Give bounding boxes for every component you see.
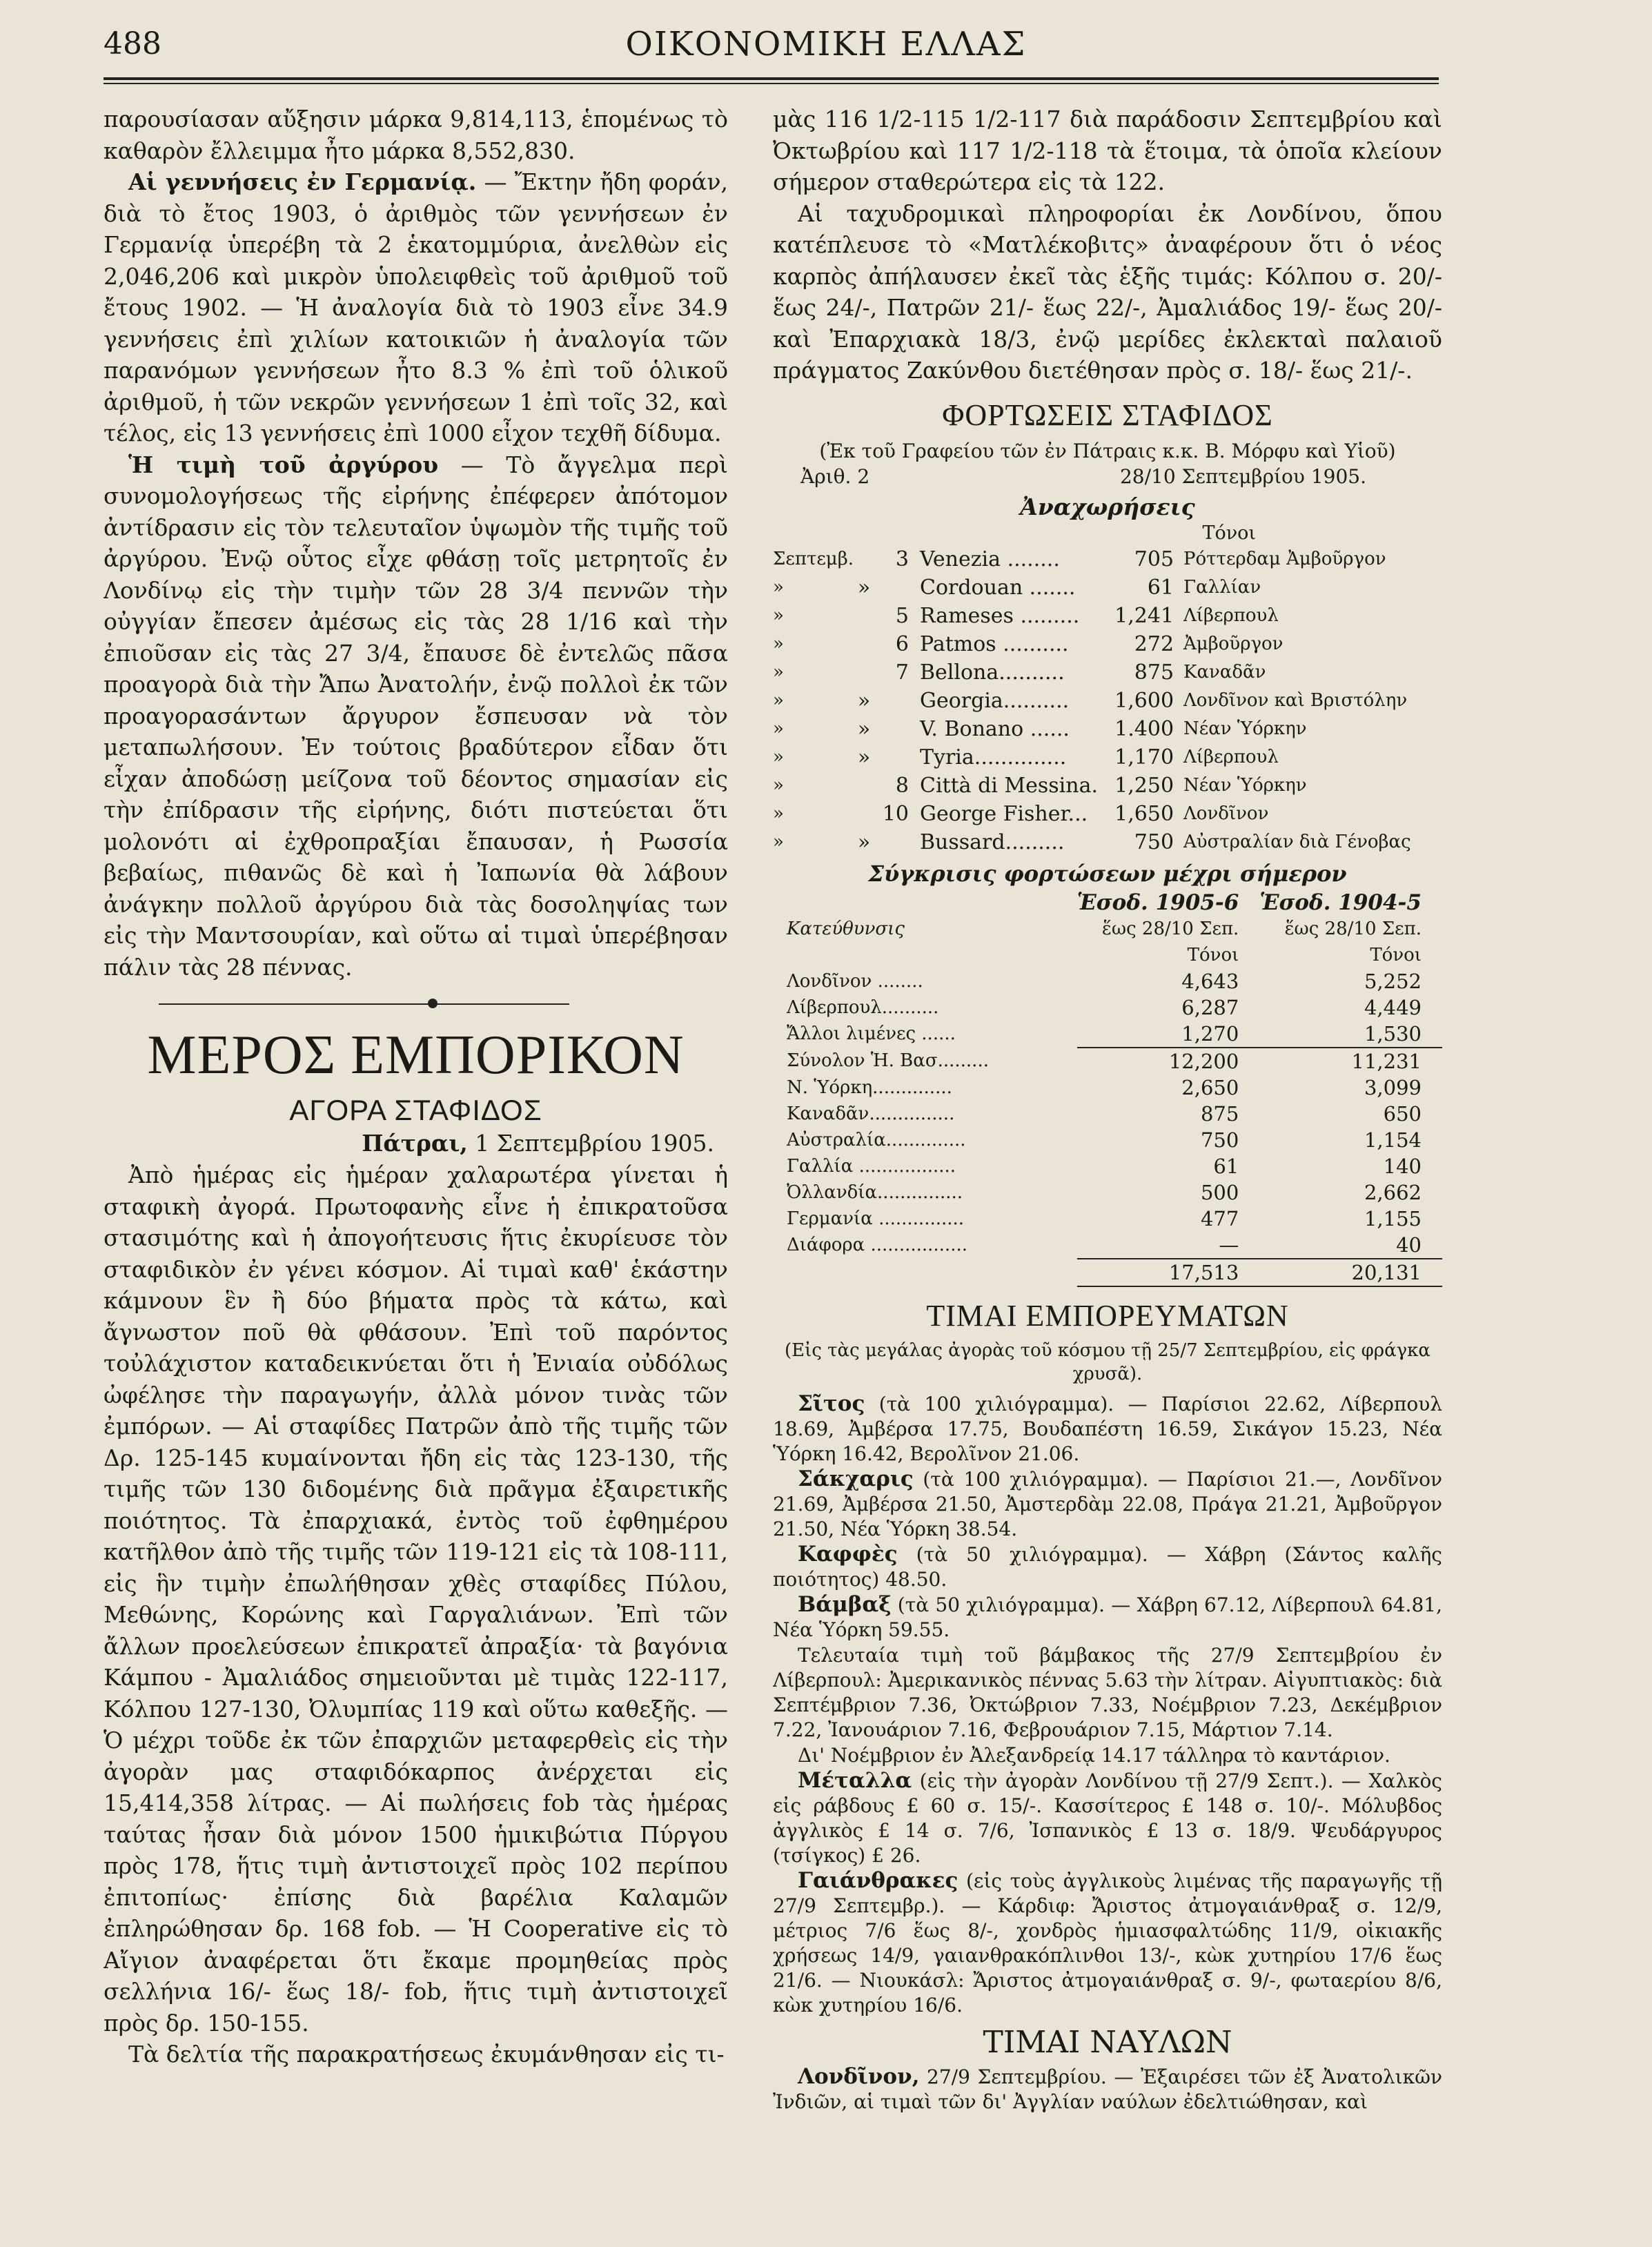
- price-commodity: Σῖτος: [798, 1391, 865, 1416]
- departure-ditto: »: [857, 830, 871, 854]
- departure-vessel: Patmos ..........: [920, 631, 1069, 656]
- departure-row: [773, 687, 1442, 715]
- intro-paragraph: παρουσίασαν αὔξησιν μάρκα 9,814,113, ἑπομένως τὸ καθαρὸν ἔλλειμμα ἦτο μάρκα 8,552,830.: [104, 106, 728, 164]
- departure-tons: 1,650: [1114, 801, 1174, 826]
- departure-destination: Λονδῖνον καὶ Βριστόλην: [1183, 689, 1408, 711]
- comparison-destination: Γαλλία .................: [787, 1155, 956, 1177]
- departure-destination: Νέαν Ὑόρκην: [1183, 718, 1307, 739]
- price-text: (τὰ 50 χιλιόγραμμα). — Χάβρη (Σάντος καλῆς ποιότητος) 48.50.: [773, 1542, 1442, 1591]
- comparison-value-b: 40: [1396, 1233, 1422, 1257]
- departure-month: »: [773, 803, 784, 824]
- departure-row: [773, 545, 1442, 573]
- freight-text: 27/9 Σεπτεμβρίου. — Ἐξαιρέσει τῶν ἐξ Ἀνατολικῶν Ἰνδιῶν, αἱ τιμαὶ τῶν δι' Ἀγγλίαν ναύλων ἐδελτιώθησαν, καὶ: [773, 2065, 1442, 2113]
- departure-row: [773, 828, 1442, 856]
- direction-label: Κατεύθυνσις: [787, 918, 905, 939]
- comparison-value-b: 1,154: [1364, 1128, 1422, 1152]
- comparison-destination: Καναδᾶν...............: [787, 1103, 955, 1124]
- prices-title: ΤΙΜΑΙ ΕΜΠΟΡΕΥΜΑΤΩΝ: [926, 1298, 1289, 1333]
- comparison-subtotal: [773, 1048, 1442, 1075]
- shipments-source: (Ἐκ τοῦ Γραφείου τῶν ἐν Πάτραις κ.κ. Β. Μόρφυ καὶ Υἱοῦ): [819, 439, 1396, 462]
- price-entry: [773, 1592, 1442, 1642]
- departure-month: »: [773, 831, 784, 852]
- price-entry: [773, 1868, 1442, 2018]
- comparison-destination: Ν. Ὑόρκη..............: [787, 1077, 952, 1098]
- departure-vessel: Bellona..........: [920, 660, 1065, 685]
- departure-month: »: [773, 661, 784, 683]
- price-commodity: Γαιάνθρακες: [798, 1867, 958, 1893]
- price-commodity: Μέταλλα: [798, 1767, 912, 1793]
- comparison-value-a: 477: [1200, 1206, 1239, 1230]
- departure-destination: Λίβερπουλ: [1183, 746, 1279, 767]
- departure-ditto: [854, 545, 874, 573]
- comparison-destination: Ἄλλοι λιμένες ......: [787, 1023, 956, 1044]
- tons-unit-label: Τόνοι: [1202, 522, 1256, 544]
- silver-paragraph: [104, 449, 728, 983]
- comparison-value-b: 1,155: [1364, 1206, 1422, 1230]
- departure-ditto: »: [857, 688, 871, 713]
- freight-title: ΤΙΜΑΙ ΝΑΥΛΩΝ: [983, 2024, 1232, 2060]
- departure-month: Σεπτεμβ.: [773, 548, 854, 569]
- departure-vessel: Città di Messina.: [920, 773, 1099, 798]
- section-separator: [104, 988, 728, 1020]
- comparison-table: [773, 890, 1442, 1287]
- price-commodity: Καφφὲς: [798, 1541, 898, 1567]
- freight-paragraph: [773, 2064, 1442, 2114]
- departure-destination: Καναδᾶν: [1183, 661, 1266, 683]
- price-text: Τελευταία τιμὴ τοῦ βάμβακος τῆς 27/9 Σεπτεμβρίου ἐν Λίβερπουλ: Ἀμερικανικὸς πέννας 5.63 τὴν λίτραν. Αἰγυπτιακὸς: διὰ Σεπτέμβριον 7.36, Ὀκτώβριον 7.33, Νοέμβριον 7.23, Δεκέμβριον 7.22, Ἰανουάριον 7.16, Φεβρουάριον 7.15, Μάρτιον 7.14.: [773, 1643, 1442, 1741]
- shipments-number: Ἀριθ. 2: [800, 464, 870, 488]
- comparison-value-b: 1,530: [1364, 1021, 1422, 1046]
- price-commodity: Βάμβαξ: [798, 1591, 892, 1617]
- market-title: ΑΓΟΡΑ ΣΤΑΦΙΔΟΣ: [289, 1094, 542, 1126]
- comparison-row: [773, 994, 1442, 1021]
- departure-row: [773, 772, 1442, 800]
- departure-month: »: [773, 689, 784, 711]
- departure-tons: 272: [1134, 631, 1174, 656]
- comparison-row: [773, 968, 1442, 994]
- comparison-destination: [773, 1259, 1077, 1286]
- dateline-date: 1 Σεπτεμβρίου 1905.: [475, 1130, 714, 1157]
- departure-vessel: Georgia..........: [920, 688, 1070, 713]
- departure-ditto: »: [857, 575, 871, 600]
- freight-heading: Λονδῖνον,: [798, 2063, 920, 2089]
- comparison-value-b: 3,099: [1364, 1075, 1422, 1099]
- departure-day: [874, 828, 920, 856]
- comparison-value-b: 4,449: [1364, 995, 1422, 1019]
- departure-row: [773, 573, 1442, 602]
- births-paragraph: [104, 166, 728, 449]
- departure-day: [874, 743, 920, 772]
- comparison-destination: Διάφορα .................: [787, 1235, 967, 1255]
- market-paragraph: Ἀπὸ ἡμέρας εἰς ἡμέραν χαλαρωτέρα γίνεται ἡ σταφικὴ ἀγορά. Πρωτοφανὴς εἶνε ἡ ἐπικρατοῦσα στασιμότης καὶ ἡ ἀπογοήτευσις ἥτις ἐκυρίευσε τὸν σταφιδικὸν ἐν γένει κόσμον. Αἱ τιμαὶ καθ' ἑκάστην κάμνουν ἓν ἢ δύο βήματα πρὸς τὰ κάτω, καὶ ἄγνωστον ποῦ θὰ φθάσουν. Ἐπὶ τοῦ παρόντος τοὐλάχιστον καταδεικνύεται ὅτι ἡ Ἐνιαία οὐδόλως ὠφέλησε τὴν παραγωγήν, ἀλλὰ μόνον τινὰς τῶν ἐμπόρων. — Αἱ σταφίδες Πατρῶν ἀπὸ τῆς τιμῆς τῶν Δρ. 125-145 κυμαίνονται ἤδη εἰς τὰς 123-130, τῆς τιμῆς τῶν 130 διδομένης διὰ πρᾶγμα ἐξαιρετικῆς ποιότητος. Τὰ ἐπαρχιακά, ἐντὸς τοῦ ἐφθημέρου κατῆλθον ἀπὸ τῆς τιμῆς τῶν 119-121 εἰς τὰ 108-111, εἰς ἣν τιμὴν ἐπωλήθησαν χθὲς σταφίδες Πύλου, Μεθώνης, Κορώνης καὶ Γαργαλιάνων. Ἐπὶ τῶν ἄλλων προελεύσεων ἐπικρατεῖ ἀπραξία· τὰ βαγόνια Κάμπου - Ἀμαλιάδος σημειοῦνται μὲ τιμὰς 122-117, Κόλπου 127-130, Ὀλυμπίας 119 καὶ οὕτω καθεξῆς. — Ὁ μέχρι τοῦδε ἐκ τῶν ἐπαρχιῶν μεταφερθεὶς εἰς τὴν ἀγορὰν μας σταφιδόκαρπος ἀνέρχεται εἰς 15,414,358 λίτρας. — Αἱ πωλήσεις fob τὰς ἡμέρας ταύτας ἦσαν διὰ μόνον 1500 ἡμικιβώτια Πύργου πρὸς 178, ἥτις τιμὴ ἀντιστοιχεῖ πρὸς 102 περίπου ἐπιτοπίως· ἐπίσης διὰ βαρέλια Καλαμῶν ἐπληρώθησαν δρ. 168 fob. — Ἡ Cooperative εἰς τὸ Αἴγιον ἀναφέρεται ὅτι ἔκαμε προμηθείας πρὸς σελλήνια 16/- ἕως 18/- fob, ἥτις τιμὴ ἀντιστοιχεῖ πρὸς δρ. 150-155.: [104, 1161, 728, 2037]
- births-heading: Αἱ γεννήσεις ἐν Γερμανίᾳ.: [128, 168, 477, 195]
- departure-month: »: [773, 605, 784, 626]
- departure-ditto: [854, 602, 874, 630]
- comparison-destination: Λονδῖνον ........: [787, 970, 923, 992]
- comparison-value-a: 2,650: [1181, 1075, 1239, 1099]
- comparison-grand-total: [773, 1259, 1442, 1286]
- departure-destination: Αὐστραλίαν διὰ Γένοβας: [1183, 831, 1411, 852]
- comparison-value-b: 11,231: [1259, 1048, 1442, 1075]
- departure-day: 10: [882, 801, 909, 826]
- until-b-label: ἕως 28/10 Σεπ.: [1284, 918, 1422, 939]
- departure-tons: 1,250: [1114, 773, 1174, 798]
- comparison-destination: Ὀλλανδία...............: [787, 1181, 963, 1203]
- section-title: ΜΕΡΟΣ ΕΜΠΟΡΙΚΟΝ: [147, 1025, 685, 1086]
- price-text: Δι' Νοέμβριον ἐν Ἀλεξανδρείᾳ 14.17 τάλληρα τὸ καντάριον.: [798, 1743, 1390, 1767]
- header-rule: [104, 77, 1439, 80]
- price-commodity: Σάκχαρις: [798, 1466, 914, 1491]
- comparison-title: Σύγκρισις φορτώσεων μέχρι σήμερον: [868, 860, 1347, 887]
- left-column: [104, 104, 728, 2070]
- comparison-row: [773, 1153, 1442, 1179]
- header-rule-thin: [104, 83, 1439, 84]
- departures-title: Ἀναχωρήσεις: [1020, 493, 1195, 520]
- comparison-value-a: 12,200: [1077, 1048, 1260, 1075]
- comparison-value-a: 61: [1213, 1154, 1239, 1178]
- departure-day: 7: [895, 660, 909, 685]
- departure-destination: Λονδῖνον: [1183, 803, 1269, 824]
- departure-tons: 61: [1147, 575, 1174, 600]
- departure-vessel: V. Bonano ......: [920, 716, 1070, 741]
- comparison-row: [773, 1127, 1442, 1153]
- departure-row: [773, 602, 1442, 630]
- price-entry: [773, 1391, 1442, 1466]
- departure-destination: Ρόττερδαμ Ἀμβοῦργον: [1183, 548, 1386, 569]
- departure-tons: 1.400: [1114, 716, 1174, 741]
- departure-ditto: [854, 630, 874, 658]
- departure-tons: 1,241: [1114, 603, 1174, 628]
- births-text: — Ἔκτην ἤδη φοράν, διὰ τὸ ἔτος 1903, ὁ ἀριθμὸς τῶν γεννήσεων ἐν Γερμανίᾳ ὑπερέβη τὰ 2 ἑκατομμύρια, ἀνελθὼν εἰς 2,046,206 καὶ μικρὸν ὑπολειφθεὶς τοῦ ἀριθμοῦ τοῦ ἔτους 1902. — Ἡ ἀναλογία διὰ τὸ 1903 εἶνε 34.9 γεννήσεις ἐπὶ χιλίων κατοικιῶν ἡ ἀναλογία τῶν παρανόμων γεννήσεων ἦτο 8.3 % ἐπὶ τοῦ ὁλικοῦ ἀριθμοῦ, ἡ τῶν νεκρῶν γεννήσεων 1 ἐπὶ τοῖς 32, καὶ τέλος, εἰς 13 γεννήσεις ἐπὶ 1000 εἶχον τεχθῆ δίδυμα.: [104, 168, 728, 447]
- comparison-row: [773, 1232, 1442, 1259]
- price-entry: [773, 1743, 1442, 1768]
- comparison-row: [773, 1179, 1442, 1206]
- departure-month: »: [773, 633, 784, 654]
- price-entry: [773, 1768, 1442, 1868]
- departure-tons: 705: [1134, 547, 1174, 571]
- comparison-value-a: 750: [1200, 1128, 1239, 1152]
- comparison-value-a: —: [1219, 1233, 1239, 1257]
- departure-day: 3: [895, 547, 909, 571]
- comparison-row: [773, 1206, 1442, 1232]
- price-entry: [773, 1542, 1442, 1592]
- price-entry: [773, 1642, 1442, 1743]
- running-title: ΟΙΚΟΝΟΜΙΚΗ ΕΛΛΑΣ: [625, 25, 1027, 63]
- shipments-title: ΦΟΡΤΩΣΕΙΣ ΣΤΑΦΙΔΟΣ: [942, 398, 1273, 432]
- comparison-value-a: 4,643: [1181, 969, 1239, 993]
- departure-day: [874, 687, 920, 715]
- price-text: (εἰς τὴν ἀγορὰν Λονδίνου τῇ 27/9 Σεπτ.). — Χαλκὸς εἰς ράβδους £ 60 σ. 15/-. Κασσίτερος £ 148 σ. 10/-. Μόλυβδος ἀγγλικὸς £ 14 σ. 7/6, Ἰσπανικὸς £ 13 σ. 18/9. Ψευδάργυρος (τσίγκος) £ 26.: [773, 1769, 1442, 1867]
- comparison-value-b: 140: [1383, 1154, 1422, 1178]
- departure-month: »: [773, 718, 784, 739]
- departure-vessel: Bussard.........: [920, 830, 1065, 854]
- market-paragraph-end: Τὰ δελτία τῆς παρακρατήσεως ἐκυμάνθησαν εἰς τι-: [128, 2041, 725, 2068]
- price-text: (τὰ 100 χιλιόγραμμα). — Παρίσιοι 22.62, Λίβερπουλ 18.69, Ἀμβέρσα 17.75, Βουδαπέστη 16.59, Σικάγον 15.23, Νέα Ὑόρκη 16.42, Βερολῖνον 21.06.: [773, 1392, 1442, 1465]
- comparison-header-season: [773, 890, 1442, 916]
- season-a-label: Ἑσοδ. 1905-6: [1076, 890, 1239, 915]
- shipments-date: 28/10 Σεπτεμβρίου 1905.: [1119, 464, 1366, 488]
- comparison-value-b: 20,131: [1259, 1259, 1442, 1286]
- departure-day: [874, 715, 920, 743]
- comparison-destination: Λίβερπουλ..........: [787, 997, 939, 1018]
- comparison-value-b: 2,662: [1364, 1180, 1422, 1204]
- comparison-value-a: 875: [1200, 1101, 1239, 1126]
- departure-ditto: [854, 658, 874, 687]
- departure-row: [773, 658, 1442, 687]
- departure-month: »: [773, 576, 784, 598]
- price-text: (τὰ 50 χιλιόγραμμα). — Χάβρη 67.12, Λίβερπουλ 64.81, Νέα Ὑόρκη 59.55.: [773, 1593, 1442, 1641]
- page-number: 488: [104, 26, 161, 61]
- separator-line: [159, 1003, 569, 1005]
- departure-ditto: [854, 800, 874, 828]
- prices-note: (Εἰς τὰς μεγάλας ἀγορὰς τοῦ κόσμου τῇ 25/7 Σεπτεμβρίου, εἰς φράγκα χρυσᾶ).: [785, 1340, 1430, 1384]
- departure-row: [773, 715, 1442, 743]
- departure-ditto: »: [857, 716, 871, 741]
- departure-row: [773, 743, 1442, 772]
- departure-destination: Νέαν Ὑόρκην: [1183, 774, 1307, 796]
- unit-b-label: Τόνοι: [1370, 944, 1422, 965]
- comparison-value-a: 1,270: [1181, 1021, 1239, 1046]
- departure-day: 5: [895, 603, 909, 628]
- departure-tons: 875: [1134, 660, 1174, 685]
- comparison-header-unit: [773, 942, 1442, 968]
- silver-heading: Ἡ τιμὴ τοῦ ἀργύρου: [128, 451, 439, 478]
- departure-destination: Γαλλίαν: [1183, 576, 1261, 598]
- cable-paragraph: Αἱ ταχυδρομικαὶ πληροφορίαι ἐκ Λονδίνου, ὅπου κατέπλευσε τὸ «Ματλέκοβιτς» ἀναφέρουν ὅτι ὁ νέος καρπὸς ἀπήλαυσεν ἐκεῖ τὰς ἑξῆς τιμάς: Κόλπου σ. 20/- ἕως 24/-, Πατρῶν 21/- ἕως 22/-, Ἀμαλιάδος 19/- ἕως 20/- καὶ Ἐπαρχιακὰ 18/3, ἐνῷ μερίδες ἐκλεκταὶ παλαιοῦ πράγματος Ζακύνθου διετέθησαν πρὸς σ. 18/- ἕως 21/-.: [773, 199, 1442, 384]
- departure-vessel: George Fisher...: [920, 801, 1088, 826]
- departure-tons: 1,170: [1114, 745, 1174, 769]
- departure-row: [773, 630, 1442, 658]
- comparison-destination: Αὐστραλία..............: [787, 1129, 966, 1150]
- departure-vessel: Venezia ........: [920, 547, 1060, 571]
- separator-dot: [428, 999, 437, 1008]
- comparison-destination: Σύνολον Ἡ. Βασ.........: [787, 1050, 989, 1071]
- departure-day: 6: [895, 631, 909, 656]
- departures-table: [773, 545, 1442, 856]
- dateline: [104, 1130, 714, 1157]
- departure-day: [874, 573, 920, 602]
- silver-text: — Τὸ ἄγγελμα περὶ συνομολογήσεως τῆς εἰρήνης ἐπέφερεν ἀπότομον ἀντίδρασιν εἰς τὸν τελευταῖον ὑψωμὸν τῆς τιμῆς τοῦ ἀργύρου. Ἐνῷ οὗτος εἶχε φθάσῃ τοῖς μετρητοῖς ἐν Λονδίνῳ εἰς τὴν τιμὴν τῶν 28 3/4 πεννῶν τὴν οὐγγίαν ἔπεσεν ἀμέσως εἰς τὰς 28 1/16 καὶ τὴν ἐπιοῦσαν εἰς τὰς 27 3/4, ἔπαυσε δὲ ἐντελῶς πᾶσα προαγορὰ διὰ τὴν Ἄπω Ἀνατολήν, ἐνῷ πολλοὶ ἐκ τῶν προαγορασάντων ἄργυρον ἔσπευσαν νὰ τὸν μεταπωλήσουν. Ἐν τούτοις βραδύτερον εἶδαν ὅτι εἶχαν ἀποδώσῃ μείζονα τοῦ δέοντος σημασίαν εἰς τὴν ἐπίδρασιν τῆς εἰρήνης, διότι πιστεύεται ὅτι μολονότι αἱ ἐχθροπραξίαι ἔπαυσαν, ἡ Ρωσσία βεβαίως, πιθανῶς δὲ καὶ ἡ Ἰαπωνία θὰ λάβουν ἀνάγκην πολλοῦ ἀργύρου διὰ τὰς δοσοληψίας των εἰς τὴν Μαντσουρίαν, καὶ οὕτω αἱ τιμαὶ ὑπερέβησαν πάλιν τὰς 28 πέννας.: [104, 451, 728, 981]
- comparison-value-b: 650: [1383, 1101, 1422, 1126]
- departure-day: 8: [895, 773, 909, 798]
- comparison-row: [773, 1021, 1442, 1048]
- unit-a-label: Τόνοι: [1187, 944, 1239, 965]
- right-column: [773, 104, 1442, 2114]
- comparison-value-b: 5,252: [1364, 969, 1422, 993]
- departure-destination: Λίβερπουλ: [1183, 605, 1279, 626]
- price-text: (τὰ 100 χιλιόγραμμα). — Παρίσιοι 21.—, Λονδῖνον 21.69, Ἀμβέρσα 21.50, Ἀμστερδὰμ 22.08, Πράγα 21.21, Ἀμβοῦργον 21.50, Νέα Ὑόρκη 38.54.: [773, 1467, 1442, 1540]
- comparison-value-a: 500: [1200, 1180, 1239, 1204]
- season-b-label: Ἑσοδ. 1904-5: [1259, 890, 1422, 915]
- until-a-label: ἕως 28/10 Σεπ.: [1101, 918, 1239, 939]
- departure-row: [773, 800, 1442, 828]
- price-entry: [773, 1466, 1442, 1542]
- prices-list: [773, 1391, 1442, 2018]
- departure-vessel: Tyria..............: [920, 745, 1067, 769]
- departure-ditto: [854, 772, 874, 800]
- comparison-header-until: [773, 916, 1442, 942]
- departure-tons: 750: [1134, 830, 1174, 854]
- departure-month: »: [773, 774, 784, 796]
- departure-month: »: [773, 746, 784, 767]
- departure-ditto: »: [857, 745, 871, 769]
- comparison-row: [773, 1075, 1442, 1101]
- comparison-row: [773, 1101, 1442, 1127]
- dateline-city: Πάτραι,: [362, 1130, 468, 1157]
- comparison-value-a: 6,287: [1181, 995, 1239, 1019]
- shipments-number-line: [773, 464, 1442, 489]
- comparison-destination: Γερμανία ...............: [787, 1208, 965, 1229]
- departure-destination: Ἀμβοῦργον: [1183, 633, 1284, 654]
- departure-vessel: Cordouan .......: [920, 575, 1076, 600]
- departure-vessel: Rameses .........: [920, 603, 1080, 628]
- price-text: (εἰς τοὺς ἀγγλικοὺς λιμένας τῆς παραγωγῆς τῇ 27/9 Σεπτεμβρ.). — Κάρδιφ: Ἄριστος ἀτμογαιάνθραξ σ. 12/9, μέτριος 7/6 ἕως 8/-, χονδρὸς ἡμιασφαλτώδης 11/9, οἰκιακῆς χρήσεως 14/9, γαιανθρακόπλινθοι 13/-, κὼκ χυτηρίου 17/6 ἕως 21/6. — Νιουκάσλ: Ἄριστος ἀτμογαιάνθραξ σ. 9/-, φωταερίου 8/6, κὼκ χυτηρίου 16/6.: [773, 1869, 1442, 2017]
- comparison-value-a: 17,513: [1077, 1259, 1260, 1286]
- continuation-paragraph: μὰς 116 1/2-115 1/2-117 διὰ παράδοσιν Σεπτεμβρίου καὶ Ὀκτωβρίου καὶ 117 1/2-118 τὰ ἕτοιμα, τὰ ὁποῖα κλείουν σήμερον σταθερώτερα εἰς τὰ 122.: [773, 106, 1442, 195]
- departure-tons: 1,600: [1114, 688, 1174, 713]
